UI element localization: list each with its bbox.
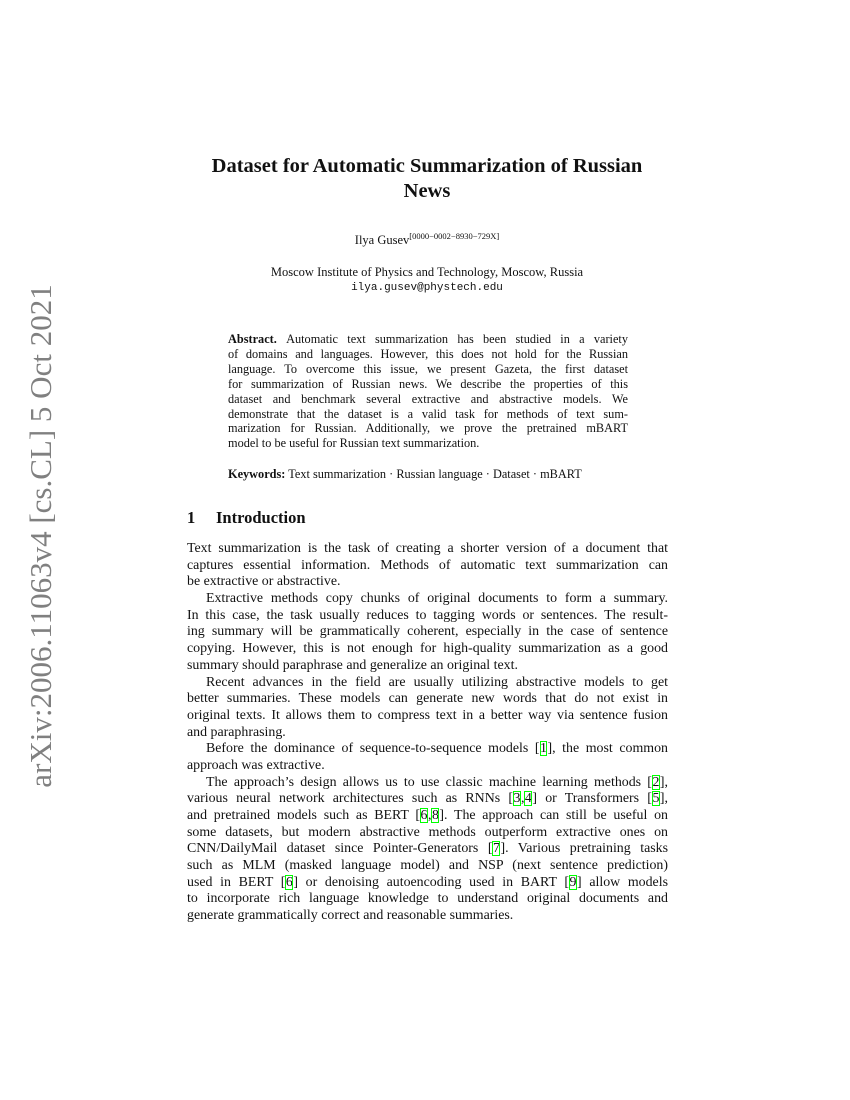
text-line: and paraphrasing. — [187, 724, 286, 740]
citation-link[interactable]: 1 — [540, 741, 547, 757]
text-line: Recent advances in the field are usually utilizing abstractive models to get — [206, 674, 668, 690]
text-line: some datasets, but modern abstractive methods outperform extractive ones on — [187, 824, 668, 840]
citation-link[interactable]: 4 — [524, 791, 532, 807]
text-line: In this case, the task usually reduces to tagging words or sentences. The result- — [187, 607, 668, 623]
title-line: Dataset for Automatic Summarization of Russian — [211, 155, 643, 177]
text-line: Extractive methods copy chunks of original documents to form a summary. — [206, 591, 668, 607]
text-line: for summarization of Russian news. We describe the properties of this — [228, 376, 628, 391]
text-line: The approach’s design allows us to use classic machine learning methods [2], — [206, 774, 668, 790]
abstract-label: Abstract. — [228, 332, 287, 346]
keywords — [228, 467, 582, 482]
body-text — [187, 541, 668, 925]
citation-link[interactable]: 9 — [569, 874, 577, 890]
text-line: used in BERT [6] or denoising autoencoding used in BART [9] allow models — [187, 874, 668, 890]
text-line: captures essential information. Methods of automatic text summarization can — [187, 557, 668, 573]
text-line: such as MLM (masked language model) and NSP (next sentence prediction) — [187, 858, 668, 874]
paper-title — [150, 154, 704, 204]
keywords-text: Text summarization · Russian language · Dataset · mBART — [288, 467, 582, 481]
affiliation-block — [0, 264, 850, 296]
text-line: demonstrate that the dataset is a valid task for methods of text sum- — [228, 406, 628, 421]
author — [0, 231, 850, 248]
text-line: CNN/DailyMail dataset since Pointer-Generators [7]. Various pretraining tasks — [187, 841, 668, 857]
text-line: Abstract. Automatic text summarization has been studied in a variety — [228, 332, 628, 346]
text-line: original texts. It allows them to compress text in a better way via sentence fusion — [187, 707, 668, 723]
text-line: Text summarization is the task of creating a shorter version of a document that — [187, 541, 668, 556]
text-line: summary should paraphrase and generalize an original text. — [187, 657, 518, 673]
section-number: 1 — [187, 508, 196, 527]
text-line: and pretrained models such as BERT [6,8]. The approach can still be useful on — [187, 808, 668, 823]
citation-link[interactable]: 3 — [513, 791, 521, 807]
citation-link[interactable]: 8 — [431, 808, 439, 823]
text-line: various neural network architectures such as RNNs [3,4] or Transformers [5], — [187, 791, 668, 807]
text-line: be extractive or abstractive. — [187, 574, 341, 590]
citation-link[interactable]: 6 — [420, 808, 428, 823]
author-name: Ilya Gusev — [354, 233, 410, 247]
author-orcid[interactable]: [0000−0002−8930−729X] — [409, 231, 500, 241]
text-line: of domains and languages. However, this does not hold for the Russian — [228, 346, 628, 361]
title-line: News — [403, 180, 451, 202]
citation-link[interactable]: 2 — [652, 774, 660, 790]
text-line: to incorporate rich language knowledge to understand original documents and — [187, 891, 668, 907]
author-email[interactable]: ilya.gusev@phystech.edu — [351, 282, 503, 294]
abstract — [228, 332, 628, 451]
section-title: Introduction — [216, 508, 306, 527]
text-line: Before the dominance of sequence-to-sequence models [1], the most common — [206, 741, 668, 757]
affiliation: Moscow Institute of Physics and Technology, Moscow, Russia — [270, 265, 584, 279]
text-line: ing summary will be grammatically coherent, especially in the case of sentence — [187, 624, 668, 640]
citation-link[interactable]: 5 — [652, 791, 660, 807]
arxiv-side-stamp: arXiv:2006.11063v4 [cs.CL] 5 Oct 2021 — [23, 284, 58, 788]
text-line: approach was extractive. — [187, 757, 325, 773]
citation-link[interactable]: 7 — [492, 841, 500, 857]
text-line: generate grammatically correct and reasonable summaries. — [187, 908, 514, 924]
text-line: model to be useful for Russian text summarization. — [228, 436, 480, 451]
text-line: marization for Russian. Additionally, we prove the pretrained mBART — [228, 421, 628, 436]
section-heading — [187, 508, 306, 528]
text-line: dataset and benchmark several extractive and abstractive models. We — [228, 391, 628, 406]
text-line: better summaries. These models can generate new words that do not exist in — [187, 691, 668, 707]
text-line: language. To overcome this issue, we present Gazeta, the first dataset — [228, 361, 628, 376]
citation-link[interactable]: 6 — [285, 874, 293, 890]
keywords-label: Keywords: — [228, 467, 286, 481]
text-line: copying. However, this is not enough for high-quality summarization as a good — [187, 641, 668, 657]
